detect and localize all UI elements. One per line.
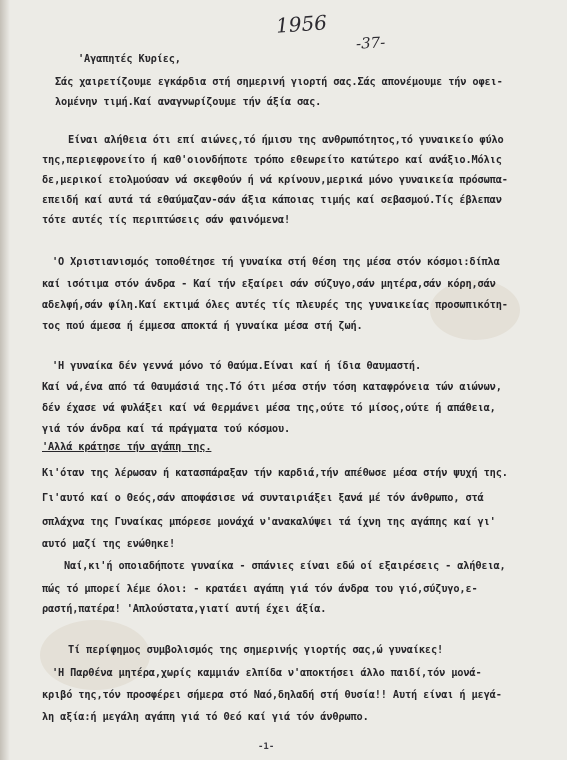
text-line: καί ισότιμα στόν άνδρα - Καί τήν εξαίρει σάν σύζυγο,σάν μητέρα,σάν κόρη,σάν (42, 278, 496, 290)
text-line: πώς τό μπορεί λέμε όλοι: - κρατάει αγάπη γιά τόν άνδρα του γιό,σύζυγο,ε- (42, 583, 478, 595)
text-line: Ναί,κι'ή οποιαδήποτε γυναίκα - σπάνιες είναι εδώ οί εξαιρέσεις - αλήθεια, (64, 560, 506, 572)
handwritten-year: 1956 (275, 10, 328, 38)
footer-page-number: -1- (258, 742, 275, 752)
text-line: σπλάχνα της Γυναίκας μπόρεσε μονάχά ν'ανακαλύψει τά ίχνη της αγάπης καί γι' (42, 516, 496, 528)
text-line: Καί νά,ένα από τά θαυμάσιά της.Τό ότι μέσα στήν τόση καταφρόνεια τών αιώνων, (42, 381, 502, 393)
text-line: ραστή,πατέρα! 'Απλούστατα,γιατί αυτή έχει άξία. (42, 603, 327, 615)
text-line: 'Η γυναίκα δέν γεννά μόνο τό θαύμα.Είναι καί ή ίδια θαυμαστή. (52, 360, 422, 372)
underlined-text-line: 'Αλλά κράτησε τήν αγάπη της. (42, 441, 212, 453)
text-line: λη αξία:ή μεγάλη αγάπη γιά τό Θεό καί γιά τόν άνθρωπο. (42, 711, 369, 723)
text-line: Είναι αλήθεια ότι επί αιώνες,τό ήμισυ της ανθρωπότητος,τό γυναικείο φύλο (68, 134, 504, 146)
text-line: Σάς χαιρετίζουμε εγκάρδια στή σημερινή γιορτή σας.Σάς απονέμουμε τήν οφει- (55, 76, 503, 88)
text-line: 'Η Παρθένα μητέρα,χωρίς καμμιάν ελπίδα ν'αποκτήσει άλλο παιδί,τόν μονά- (52, 667, 482, 679)
text-line: Κι'όταν της λέρωσαν ή κατασπάραξαν τήν καρδιά,τήν απέθωσε μέσα στήν ψυχή της. (42, 467, 508, 479)
text-line: της,περιεφρονείτο ή καθ'οιονδήποτε τρόπο εθεωρείτο κατώτερο καί ανάξιο.Μόλις (42, 154, 502, 166)
text-line: 'Αγαπητές Κυρίες, (78, 53, 181, 65)
text-line: τότε αυτές τίς περιπτώσεις σάν φαινόμενα! (42, 214, 291, 226)
text-line: δέν έχασε νά φυλάξει καί νά θερμάνει μέσα της,ούτε τό μίσος,ούτε ή απάθεια, (42, 402, 496, 414)
text-line: επειδή καί αυτά τά εθαύμαζαν-σάν άξια κάποιας τιμής καί σεβασμού.Τίς έβλεπαν (42, 194, 502, 206)
text-line: δε,μερικοί ετολμούσαν νά σκεφθούν ή νά κρίνουν,μερικά μόνο γυναικεία πρόσωπα- (42, 174, 508, 186)
page-edge-shadow (0, 0, 10, 760)
text-line: Τί περίφημος συμβολισμός της σημερινής γιορτής σας,ώ γυναίκες! (68, 644, 444, 656)
text-line: Γι'αυτό καί ο Θεός,σάν αποφάσισε νά συνταιριάξει ξανά μέ τόν άνθρωπο, στά (42, 492, 484, 504)
text-line: λομένην τιμή.Καί αναγνωρίζουμε τήν άξία σας. (55, 96, 322, 108)
handwritten-page-number: -37- (355, 33, 386, 53)
text-line: αδελφή,σάν φίλη.Καί εκτιμά όλες αυτές τίς πλευρές της γυναικείας προσωπικότη- (42, 299, 508, 311)
text-line: κριβό της,τόν προσφέρει σήμερα στό Ναό,δηλαδή στή θυσία!! Αυτή είναι ή μεγά- (42, 689, 502, 701)
text-line: 'Ο Χριστιανισμός τοποθέτησε τή γυναίκα στή θέση της μέσα στόν κόσμοι:δίπλα (52, 256, 500, 268)
text-line: τος πού άμεσα ή έμμεσα αποκτά ή γυναίκα μέσα στή ζωή. (42, 320, 363, 332)
text-line: αυτό μαζί της ενώθηκε! (42, 538, 176, 550)
text-line: γιά τόν άνδρα καί τά πράγματα τού κόσμου. (42, 423, 291, 435)
